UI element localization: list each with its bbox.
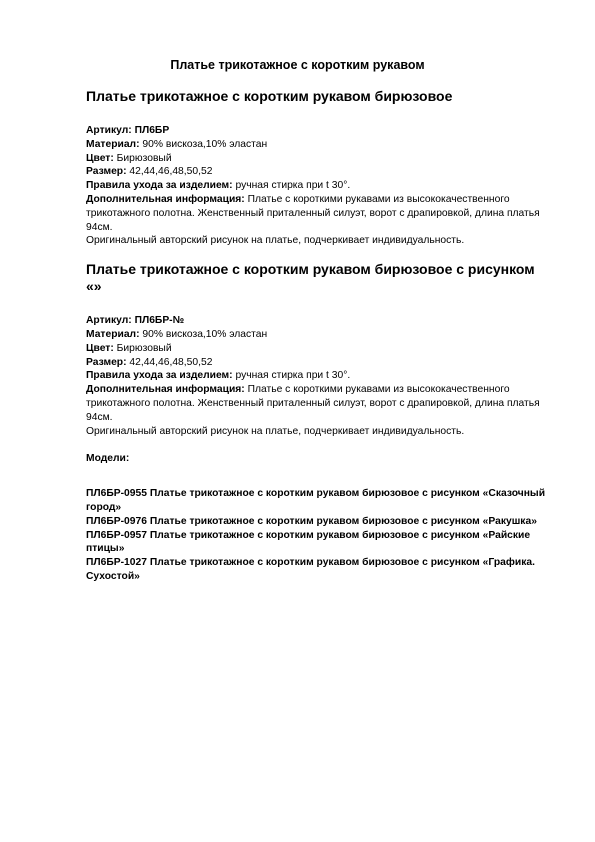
material-line — [86, 138, 546, 152]
info-label: Дополнительная информация: — [86, 193, 245, 205]
info-paragraph — [86, 193, 546, 234]
size-label: Размер: — [86, 356, 127, 368]
color-value: Бирюзовый — [116, 152, 172, 164]
material-label: Материал: — [86, 138, 140, 150]
note-paragraph: Оригинальный авторский рисунок на платье, подчеркивает индивидуальность. — [86, 425, 465, 437]
model-item: ПЛ6БР-1027 Платье трикотажное с коротким рукавом бирюзовое с рисунком «Графика. Сухостой» — [86, 557, 535, 582]
care-line — [86, 369, 546, 383]
size-value: 42,44,46,48,50,52 — [129, 356, 213, 368]
care-label: Правила ухода за изделием: — [86, 180, 233, 192]
material-value: 90% вискоза,10% эластан — [142, 328, 268, 340]
article-line — [86, 314, 546, 328]
models-list — [86, 487, 546, 584]
model-item: ПЛ6БР-0955 Платье трикотажное с коротким рукавом бирюзовое с рисунком «Сказочный город» — [86, 488, 546, 513]
note-paragraph: Оригинальный авторский рисунок на платье, подчеркивает индивидуальность. — [86, 235, 465, 247]
color-label: Цвет: — [86, 152, 114, 164]
care-value: ручная стирка при t 30°. — [235, 370, 351, 382]
document-body — [86, 88, 546, 584]
product-details — [86, 124, 546, 248]
info-label: Дополнительная информация: — [86, 384, 245, 396]
care-line — [86, 179, 546, 193]
article-label: Артикул: — [86, 315, 132, 327]
article-label: Артикул: — [86, 125, 132, 136]
info-paragraph — [86, 383, 546, 424]
material-line — [86, 328, 546, 342]
color-line — [86, 342, 546, 356]
color-value: Бирюзовый — [116, 342, 172, 354]
material-label: Материал: — [86, 328, 140, 340]
product-title: Платье трикотажное с коротким рукавом бирюзовое с рисунком «» — [86, 261, 535, 295]
product-details — [86, 314, 546, 438]
size-line — [86, 356, 546, 370]
material-value: 90% вискоза,10% эластан — [142, 138, 268, 150]
model-item: ПЛ6БР-0957 Платье трикотажное с коротким рукавом бирюзовое с рисунком «Райские птицы» — [86, 529, 531, 555]
document-title: Платье трикотажное с коротким рукавом — [170, 58, 425, 72]
info-value: Платье с короткими рукавами из высококачественного трикотажного полотна. Женственный приталенный силуэт, ворот с драпировкой, длина платья 94см. — [86, 384, 540, 423]
color-label: Цвет: — [86, 342, 114, 354]
article-value: ПЛ6БР — [134, 125, 170, 136]
article-value: ПЛ6БР-№ — [134, 315, 185, 327]
size-line — [86, 165, 546, 179]
care-label: Правила ухода за изделием: — [86, 370, 233, 382]
model-item: ПЛ6БР-0976 Платье трикотажное с коротким рукавом бирюзовое с рисунком «Ракушка» — [86, 515, 537, 527]
size-value: 42,44,46,48,50,52 — [129, 166, 213, 178]
article-line — [86, 124, 546, 138]
size-label: Размер: — [86, 166, 127, 178]
color-line — [86, 152, 546, 166]
care-value: ручная стирка при t 30°. — [235, 180, 351, 192]
models-heading: Модели: — [86, 453, 130, 465]
product-title: Платье трикотажное с коротким рукавом бирюзовое — [86, 88, 453, 104]
info-value: Платье с короткими рукавами из высококачественного трикотажного полотна. Женственный приталенный силуэт, ворот с драпировкой, длина платья 94см. — [86, 193, 540, 233]
